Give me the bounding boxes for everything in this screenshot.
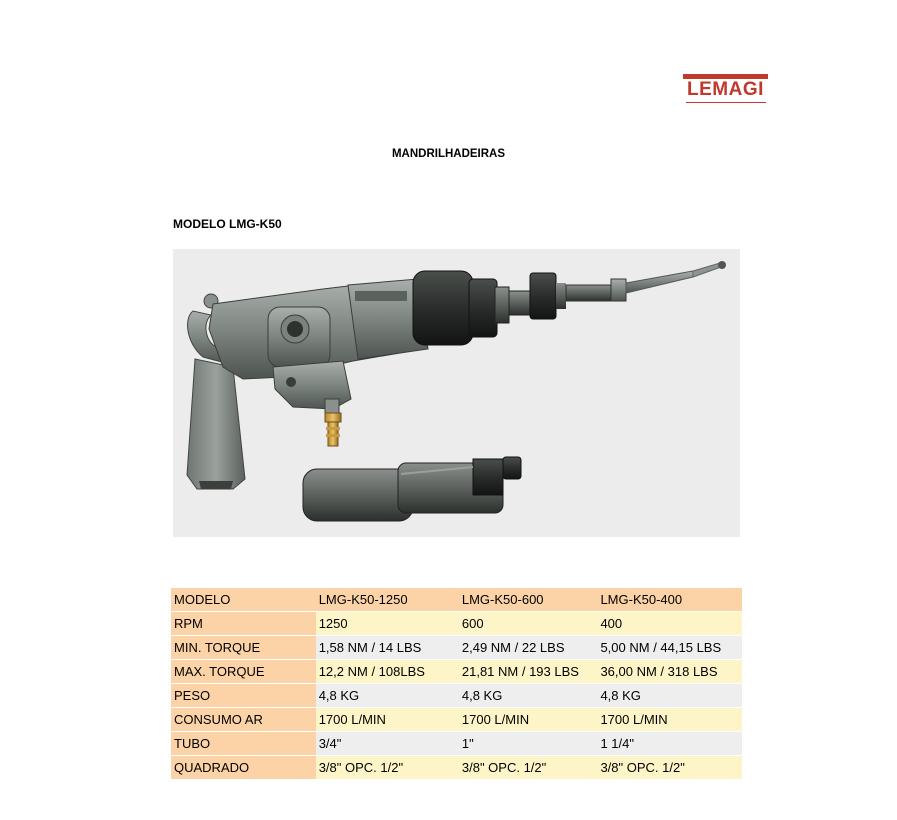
table-row bbox=[171, 732, 742, 756]
table-header-row bbox=[171, 588, 742, 612]
header-cell: LMG-K50-400 bbox=[597, 588, 742, 612]
table-cell: 4,8 KG bbox=[597, 684, 742, 708]
logo-tagline-line bbox=[686, 102, 766, 107]
row-label: MAX. TORQUE bbox=[171, 660, 316, 684]
table-cell: 1700 L/MIN bbox=[597, 708, 742, 732]
table-cell: 3/8" OPC. 1/2" bbox=[597, 756, 742, 780]
table-cell: 3/4" bbox=[316, 732, 459, 756]
table-cell: 400 bbox=[597, 612, 742, 636]
table-cell: 1,58 NM / 14 LBS bbox=[316, 636, 459, 660]
row-label: MIN. TORQUE bbox=[171, 636, 316, 660]
model-heading: MODELO LMG-K50 bbox=[173, 217, 282, 231]
row-label: CONSUMO AR bbox=[171, 708, 316, 732]
table-row bbox=[171, 612, 742, 636]
table-cell: 5,00 NM / 44,15 LBS bbox=[597, 636, 742, 660]
page-title: MANDRILHADEIRAS bbox=[391, 148, 506, 160]
table-row bbox=[171, 708, 742, 732]
table-row bbox=[171, 756, 742, 780]
table-cell: 36,00 NM / 318 LBS bbox=[597, 660, 742, 684]
table-cell: 12,2 NM / 108LBS bbox=[316, 660, 459, 684]
header-cell: LMG-K50-600 bbox=[459, 588, 598, 612]
table-cell: 4,8 KG bbox=[459, 684, 598, 708]
row-label: TUBO bbox=[171, 732, 316, 756]
header-cell: MODELO bbox=[171, 588, 316, 612]
table-cell: 3/8" OPC. 1/2" bbox=[459, 756, 598, 780]
table-cell: 21,81 NM / 193 LBS bbox=[459, 660, 598, 684]
table-row bbox=[171, 636, 742, 660]
table-cell: 1700 L/MIN bbox=[316, 708, 459, 732]
table-cell: 1" bbox=[459, 732, 598, 756]
lemagi-logo bbox=[683, 74, 768, 111]
row-label: RPM bbox=[171, 612, 316, 636]
logo-text: LEMAGI bbox=[687, 79, 764, 100]
table-row bbox=[171, 660, 742, 684]
table-row bbox=[171, 684, 742, 708]
table-cell: 1 1/4" bbox=[597, 732, 742, 756]
product-photo bbox=[173, 249, 740, 537]
table-cell: 1250 bbox=[316, 612, 459, 636]
table-cell: 4,8 KG bbox=[316, 684, 459, 708]
row-label: QUADRADO bbox=[171, 756, 316, 780]
table-cell: 1700 L/MIN bbox=[459, 708, 598, 732]
table-cell: 2,49 NM / 22 LBS bbox=[459, 636, 598, 660]
table-cell: 600 bbox=[459, 612, 598, 636]
pneumatic-tube-expander-illustration bbox=[173, 249, 740, 537]
row-label: PESO bbox=[171, 684, 316, 708]
table-cell: 3/8" OPC. 1/2" bbox=[316, 756, 459, 780]
header-cell: LMG-K50-1250 bbox=[316, 588, 459, 612]
spec-table bbox=[171, 588, 742, 780]
